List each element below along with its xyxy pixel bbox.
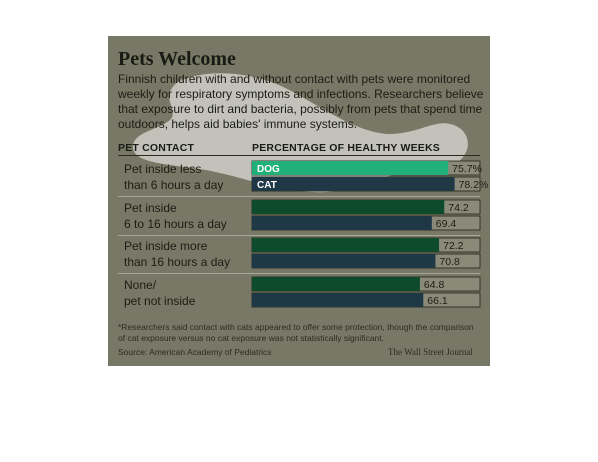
category-label-line: None/ — [124, 278, 157, 292]
value-label: 64.8 — [423, 279, 445, 291]
category-label-line: Pet inside more — [124, 239, 208, 253]
dog-bar — [252, 161, 448, 175]
chart-title: Pets Welcome — [118, 48, 236, 70]
header-percentage: PERCENTAGE OF HEALTHY WEEKS — [252, 142, 440, 154]
cat-bar — [252, 254, 435, 268]
category-label-line: than 16 hours a day — [124, 255, 231, 269]
series-name-label: CAT — [257, 180, 277, 191]
value-label: 69.4 — [435, 218, 457, 230]
chart-intro: Finnish children with and without contact with pets were monitored weekly for respiratory symptoms and infections. Researchers believe that exposure to dirt and bacteria, possibly from pets that spend time outdoors, helps aid babies' immune systems. — [118, 72, 484, 131]
source-note: Source: American Academy of Pediatrics — [118, 347, 272, 357]
dog-bar — [252, 200, 444, 214]
category-label-line: pet not inside — [124, 294, 196, 308]
value-label: 66.1 — [427, 295, 448, 307]
dog-bar — [252, 277, 420, 291]
cat-bar — [252, 293, 423, 307]
cat-bar — [252, 216, 432, 230]
category-label-line: Pet inside less — [124, 162, 202, 176]
publisher-credit: The Wall Street Journal — [388, 347, 473, 357]
value-label: 75.7% — [452, 163, 482, 175]
header-pet-contact: PET CONTACT — [118, 142, 195, 154]
value-label: 72.2 — [443, 240, 464, 252]
footnote: *Researchers said contact with cats appeared to offer some protection, though the comparison of cat exposure versus no cat exposure was not statistically significant. — [118, 322, 474, 343]
value-label: 74.2 — [448, 202, 469, 214]
category-label-line: Pet inside — [124, 201, 177, 215]
cat-bar — [252, 177, 455, 191]
category-label-line: 6 to 16 hours a day — [124, 217, 227, 231]
series-name-label: DOG — [257, 164, 280, 175]
value-label: 70.8 — [439, 256, 460, 268]
value-label: 78.2% — [458, 179, 489, 191]
dog-bar — [252, 238, 439, 252]
category-label-line: than 6 hours a day — [124, 178, 224, 192]
